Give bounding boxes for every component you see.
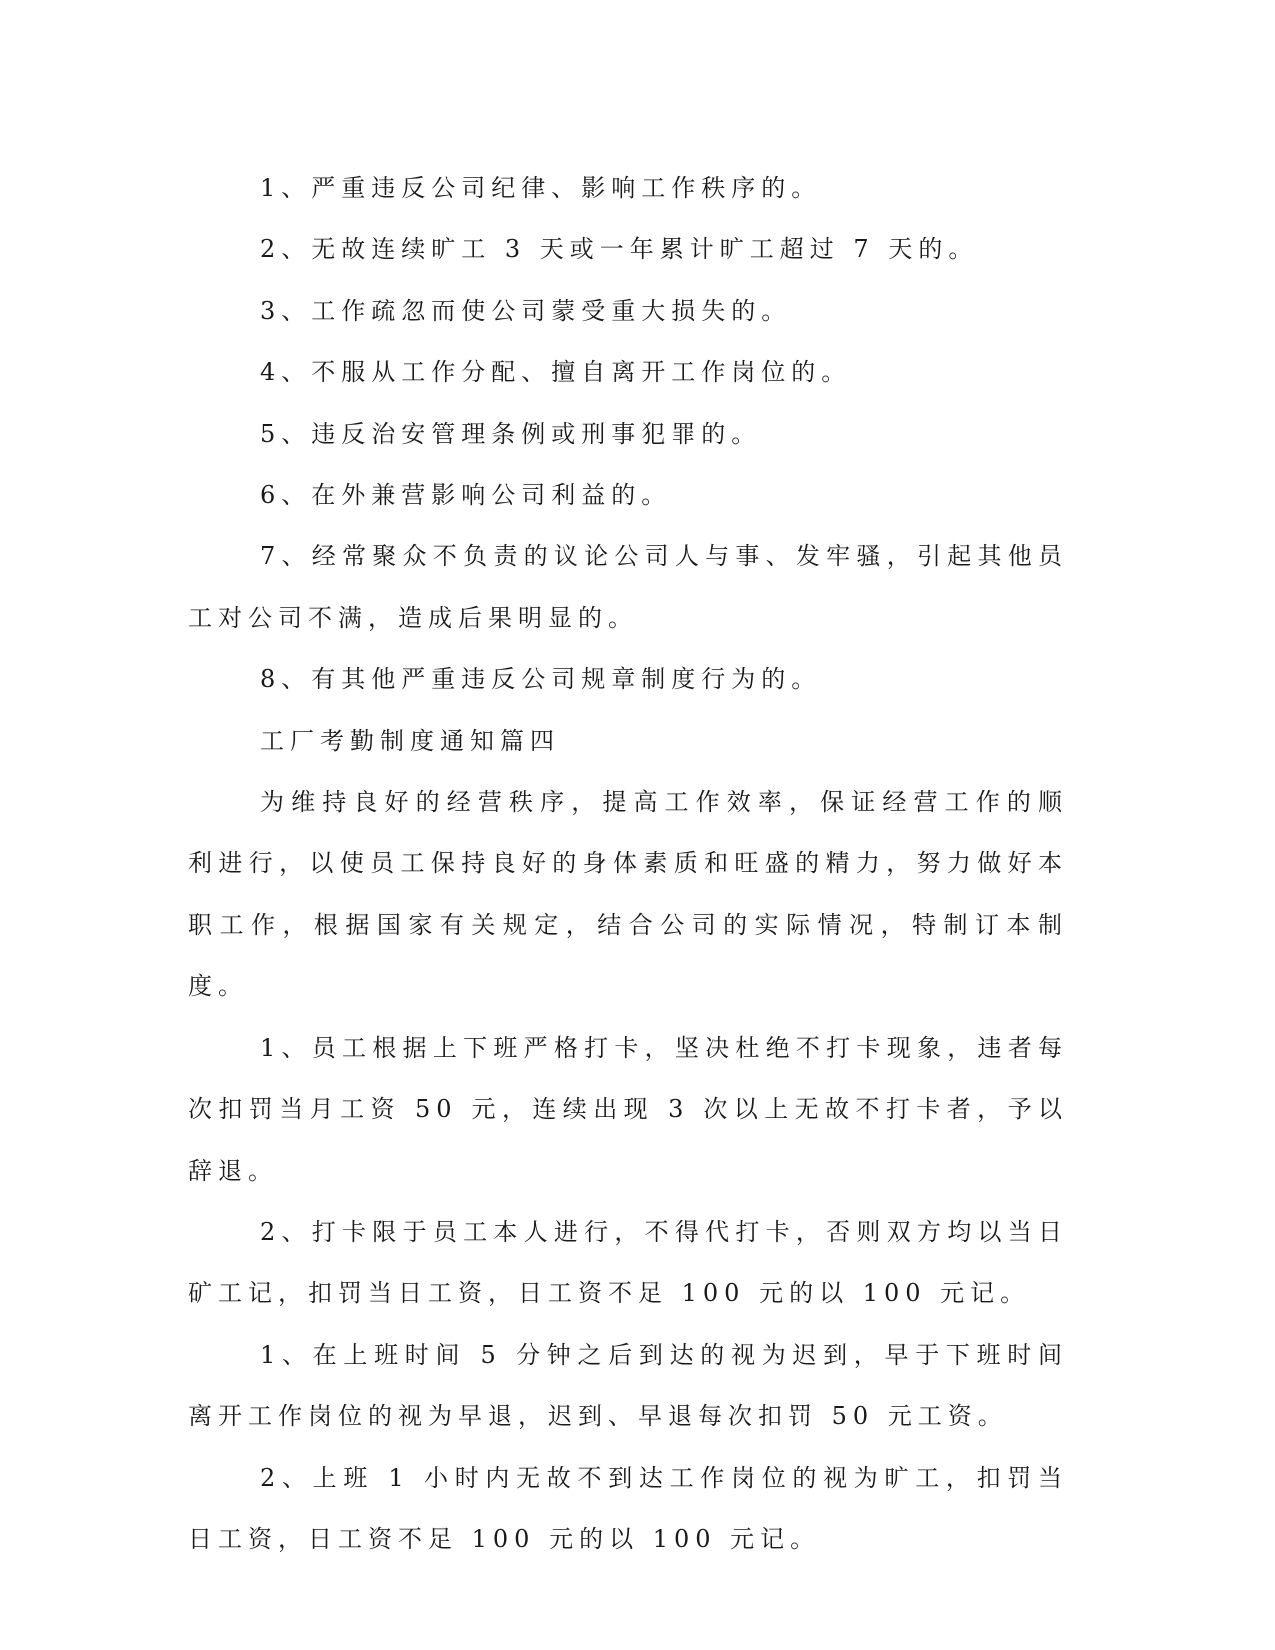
dismissal-item-7: 7、经常聚众不负责的议论公司人与事、发牢骚，引起其他员工对公司不满，造成后果明显的。 (188, 542, 1068, 632)
dismissal-item-5: 5、违反治安管理条例或刑事犯罪的。 (260, 419, 762, 448)
dismissal-item-4: 4、不服从工作分配、擅自离开工作岗位的。 (260, 358, 852, 387)
dismissal-item-2: 2、无故连续旷工 3 天或一年累计旷工超过 7 天的。 (260, 235, 979, 264)
clock-in-rule-1: 1、员工根据上下班严格打卡，坚决杜绝不打卡现象，违者每次扣罚当月工资 50 元，连续出现 3 次以上无故不打卡者，予以辞退。 (188, 1033, 1068, 1185)
section-heading: 工厂考勤制度通知篇四 (260, 726, 560, 755)
lateness-rule-1: 1、在上班时间 5 分钟之后到达的视为迟到，早于下班时间离开工作岗位的视为早退，迟到、早退每次扣罚 50 元工资。 (188, 1340, 1068, 1431)
dismissal-item-3: 3、工作疏忽而使公司蒙受重大损失的。 (260, 296, 792, 325)
dismissal-item-8: 8、有其他严重违反公司规章制度行为的。 (260, 665, 822, 694)
intro-paragraph: 为维持良好的经营秩序，提高工作效率，保证经营工作的顺利进行，以使员工保持良好的身体素质和旺盛的精力，努力做好本职工作，根据国家有关规定，结合公司的实际情况，特制订本制度。 (188, 788, 1068, 1001)
document-body (188, 158, 1068, 1570)
dismissal-item-1: 1、严重违反公司纪律、影响工作秩序的。 (260, 174, 822, 202)
lateness-rule-2: 2、上班 1 小时内无故不到达工作岗位的视为旷工，扣罚当日工资，日工资不足 100 元的以 100 元记。 (188, 1463, 1068, 1553)
dismissal-item-6: 6、在外兼营影响公司利益的。 (260, 481, 672, 510)
clock-in-rule-2: 2、打卡限于员工本人进行，不得代打卡，否则双方均以当日矿工记，扣罚当日工资，日工资不足 100 元的以 100 元记。 (188, 1217, 1068, 1308)
